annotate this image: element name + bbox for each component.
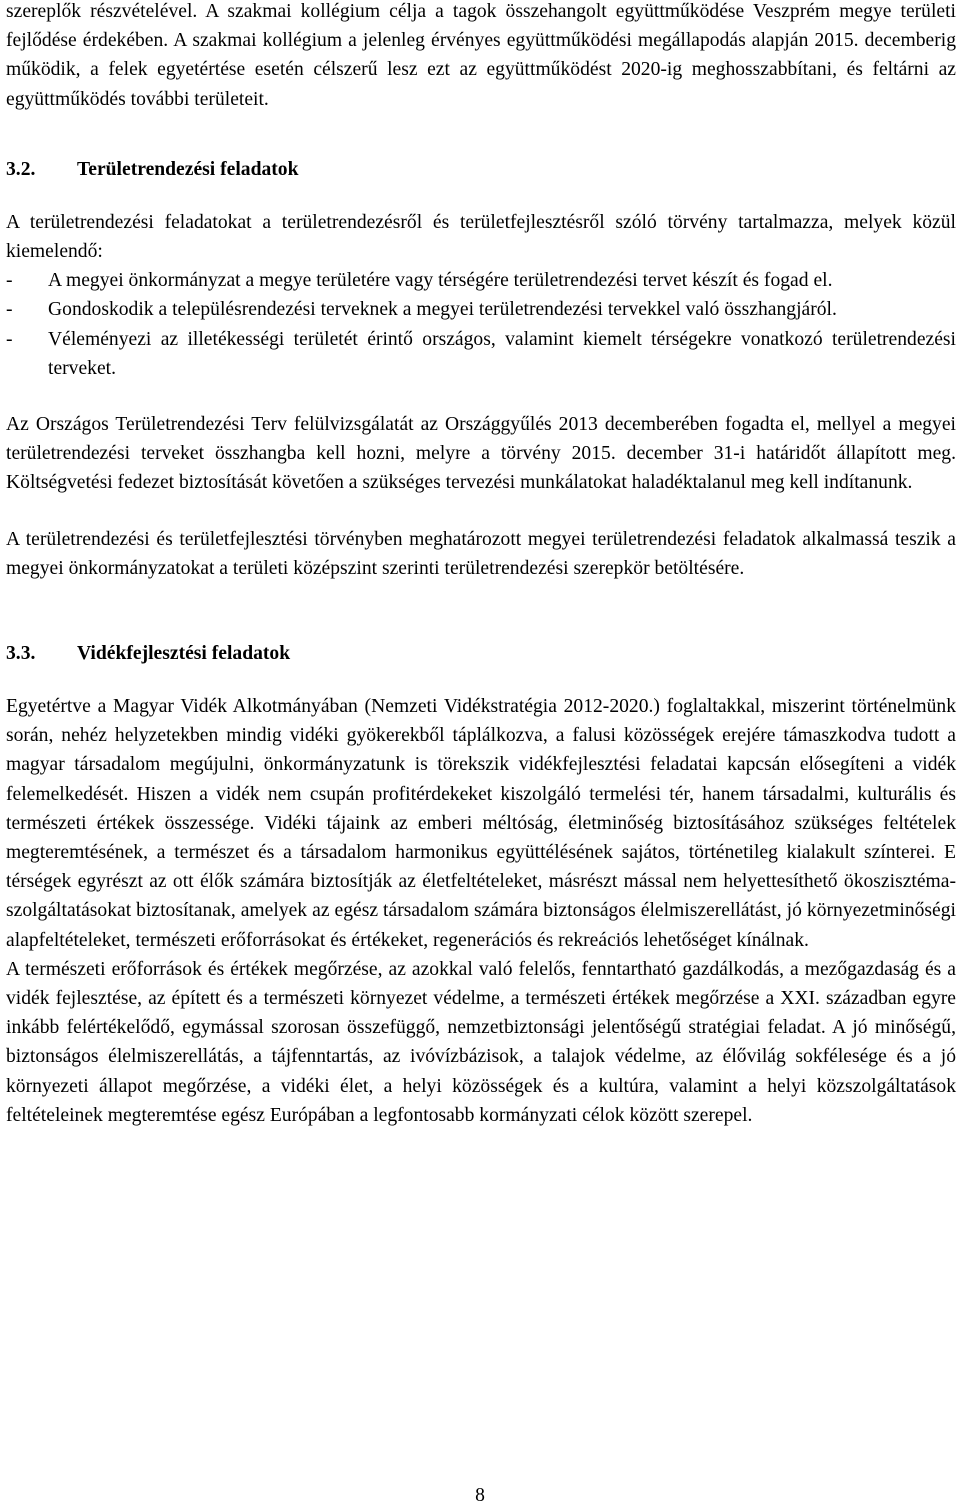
section-3-2-paragraph-2: Az Országos Területrendezési Terv felülvizsgálatát az Országgyűlés 2013 decemberében fogadta el, mellyel a megyei területrendezési terveket összhangba kell hozni, melyre a törvény 2015. december 31-i határidőt állapított meg. Költségvetési fedezet biztosítását követően a szükséges tervezési munkálatokat haladéktalanul meg kell indítanunk. <box>6 414 956 494</box>
section-number: 3.2. <box>6 158 36 180</box>
bullet-marker: - <box>6 299 13 321</box>
list-item-text: Véleményezi az illetékességi területét érintő országos, valamint kiemelt térségekre vonatkozó területrendezési terveket. <box>48 328 956 379</box>
section-number: 3.3. <box>6 643 36 665</box>
section-3-3-paragraph-2: A természeti erőforrások és értékek megőrzése, az azokkal való felelős, fenntartható gazdálkodás, a mezőgazdaság és a vidék fejlesztése, az épített és a természeti környezet védelme, a természeti értékek megőrzése a XXI. században egyre inkább felértékelődő, egymással szorosan összefüggő, nemzetbiztonsági jelentőségű stratégiai feladat. A jó minőségű, biztonságos élelmiszerellátás, a tájfenntartás, az ivóvízbázisok, a talajok védelme, az élővilág sokfélesége és a jó környezeti állapot megőrzése, a vidéki élet, a helyi közösségek és a kultúra, valamint a helyi közszolgáltatások feltételeinek megteremtése egész Európában a legfontosabb kormányzati célok között szerepel. <box>6 958 956 1126</box>
list-item <box>6 295 956 324</box>
intro-paragraph: szereplők részvételével. A szakmai kollégium célja a tagok összehangolt együttműködése Veszprém megye területi fejlődése érdekében. A szakmai kollégium a jelenleg érvényes együttműködési megállapodás alapján 2015. decemberig működik, a felek egyetértése esetén célszerű lesz ezt az együttműködést 2020-ig meghosszabbítani, és feltárni az együttműködés további területeit. <box>6 1 956 110</box>
bullet-marker: - <box>6 328 13 350</box>
list-item <box>6 325 956 383</box>
bullet-marker: - <box>6 270 13 292</box>
section-title: Területrendezési feladatok <box>77 158 299 180</box>
list-item-text: A megyei önkormányzat a megye területére vagy térségére területrendezési tervet készít és fogad el. <box>48 270 833 292</box>
section-title: Vidékfejlesztési feladatok <box>77 643 291 665</box>
page-number: 8 <box>475 1485 485 1506</box>
section-3-3-paragraph-1: Egyetértve a Magyar Vidék Alkotmányában (Nemzeti Vidékstratégia 2012-2020.) foglaltakkal, miszerint történelmünk során, nehéz helyzetekben mindig vidéki gyökerekből táplálkozva, a falusi közösségek erejére támaszkodva tudott a magyar társadalom megújulni, önkormányzatunk is törekszik vidékfejlesztési feladatai kapcsán elősegíteni a vidék felemelkedését. Hiszen a vidék nem csupán profitérdekeket kiszolgáló termelési tér, hanem társadalmi, kulturális és természeti értékek összessége. Vidéki tájaink az emberi méltóság, életminőség biztosításához szükséges feltételek megteremtésének, a természet és a társadalom harmonikus együttélésének sajátos, történetileg kialakult színterei. E térségek egyrészt az ott élők számára biztosítják az életfeltételeket, másrészt mással nem helyettesíthető ökoszisztéma-szolgáltatásokat biztosítanak, amelyek az egész társadalom számára biztonságos élelmiszerellátást, jó környezetminőségi alapfeltételeket, természeti erőforrásokat és értékeket, regenerációs és rekreációs lehetőséget kínálnak. <box>6 696 956 951</box>
document-page <box>6 0 956 1130</box>
bullet-list <box>6 266 956 383</box>
list-item-text: Gondoskodik a településrendezési terveknek a megyei területrendezési tervekkel való összhangjáról. <box>48 299 837 321</box>
section-heading-3-3 <box>6 639 956 668</box>
section-3-2-paragraph-3: A területrendezési és területfejlesztési törvényben meghatározott megyei területrendezési feladatok alkalmassá teszik a megyei önkormányzatokat a területi középszint szerinti területrendezési szerepkör betöltésére. <box>6 528 956 579</box>
section-3-2-lead: A területrendezési feladatokat a területrendezésről és területfejlesztésről szóló törvény tartalmazza, melyek közül kiemelendő: <box>6 211 956 263</box>
list-item <box>6 266 956 295</box>
section-heading-3-2 <box>6 155 956 184</box>
